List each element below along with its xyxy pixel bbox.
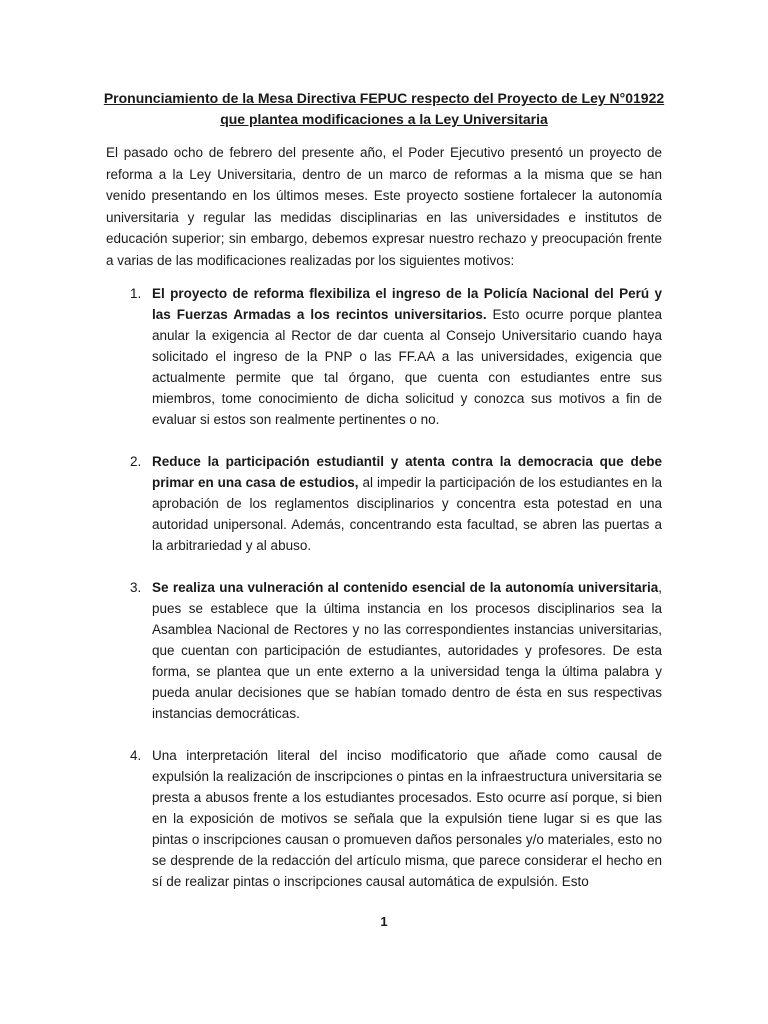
list-item-bold-text: El proyecto de reforma flexibiliza el ingreso de la Policía Nacional del Perú y las Fuerzas Armadas a los recintos universitarios. — [152, 286, 662, 322]
list-item-number: 3. — [130, 580, 142, 595]
list-item-number: 1. — [130, 286, 142, 301]
list-item-number: 2. — [130, 454, 142, 469]
list-item-text — [152, 745, 662, 892]
list-item-text — [152, 451, 662, 556]
document-title: Pronunciamiento de la Mesa Directiva FEPUC respecto del Proyecto de Ley N°01922 que plantea modificaciones a la Ley Universitaria — [103, 90, 665, 127]
list-item-bold-text: Se realiza una vulneración al contenido esencial de la autonomía universitaria — [152, 580, 659, 595]
page-number: 1 — [380, 914, 388, 929]
list-item-text — [152, 283, 662, 430]
list-item-body-text: al impedir la participación de los estudiantes en la aprobación de los reglamentos disciplinarios y concentra esta potestad en una autoridad unipersonal. Además, concentrando esta facultad, se abren las puertas a la arbitrariedad y al abuso. — [152, 475, 662, 553]
list-item-body-text: Una interpretación literal del inciso modificatorio que añade como causal de expulsión la realización de inscripciones o pintas en la infraestructura universitaria se presta a abusos frente a los estudiantes procesados. Esto ocurre así porque, si bien en la exposición de motivos se señala que la expulsión tiene lugar si es que las pintas o inscripciones causan o promueven daños personales y/o materiales, esto no se desprende de la redacción del artículo misma, que parece considerar el hecho en sí de realizar pintas o inscripciones causal automática de expulsión. Esto — [152, 748, 662, 889]
list-item-bold-text: Reduce la participación estudiantil y atenta contra la democracia que debe primar en una casa de estudios, — [152, 454, 662, 490]
list-item-number: 4. — [130, 748, 142, 763]
list-item-text — [152, 577, 662, 724]
intro-paragraph: El pasado ocho de febrero del presente año, el Poder Ejecutivo presentó un proyecto de reforma a la Ley Universitaria, dentro de un marco de reformas a la misma que se han venido presentando en los últimos meses. Este proyecto sostiene fortalecer la autonomía universitaria y regular las medidas disciplinarias en las universidades e institutos de educación superior; sin embargo, debemos expresar nuestro rechazo y preocupación frente a varias de las modificaciones realizadas por los siguientes motivos: — [106, 145, 662, 268]
list-item-body-text: Esto ocurre porque plantea anular la exigencia al Rector de dar cuenta al Consejo Universitario cuando haya solicitado el ingreso de la PNP o las FF.AA a las universidades, exigencia que actualmente permite que tal órgano, que cuenta con estudiantes entre sus miembros, tome conocimiento de dicha solicitud y conozca sus motivos a fin de evaluar si estos son realmente pertinentes o no. — [152, 307, 663, 427]
list-item-body-text: , pues se establece que la última instancia en los procesos disciplinarios sea la Asamblea Nacional de Rectores y no las correspondientes instancias universitarias, que cuentan con participación de estudiantes, autoridades y profesores. De esta forma, se plantea que un ente externo a la universidad tenga la última palabra y pueda anular decisiones que se habían tomado dentro de ésta en sus respectivas instancias democráticas. — [152, 580, 662, 721]
